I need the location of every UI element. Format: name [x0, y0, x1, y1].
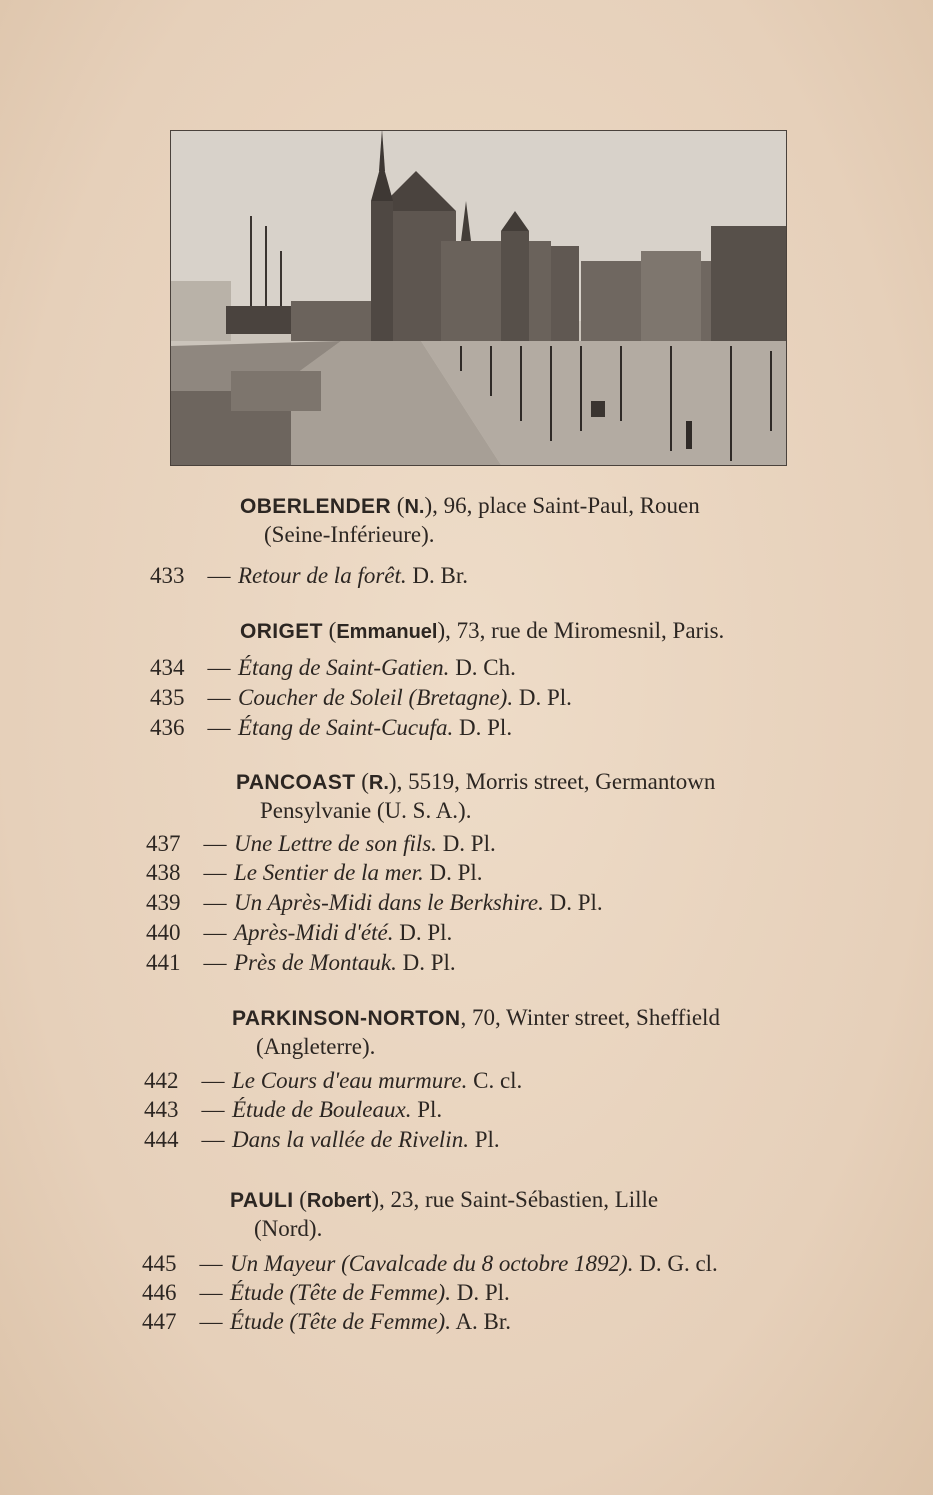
catalogue-entry [144, 1125, 500, 1154]
entry-medium: D. Pl. [393, 920, 453, 945]
entry-number: 446 [142, 1280, 177, 1305]
exhibitor-name: ORIGET [240, 620, 323, 643]
catalogue-entry [150, 713, 512, 742]
entry-medium: D. Pl. [543, 890, 603, 915]
entry-dash: — [199, 1309, 223, 1334]
entry-title: Un Mayeur (Cavalcade du 8 octobre 1892). [230, 1251, 634, 1276]
catalogue-entry [142, 1278, 510, 1307]
entry-number: 444 [144, 1127, 179, 1152]
catalogue-entry [150, 683, 572, 712]
catalogue-entry [142, 1307, 511, 1336]
entry-number: 442 [144, 1068, 179, 1093]
exhibitor-given-name: N. [404, 496, 425, 518]
exhibitor-address-cont: (Angleterre). [256, 1034, 376, 1059]
entry-number: 445 [142, 1251, 177, 1276]
entry-number: 435 [150, 685, 185, 710]
entry-title: Étude (Tête de Femme). [230, 1309, 451, 1334]
entry-number: 436 [150, 715, 185, 740]
entry-dash: — [201, 1127, 225, 1152]
entry-medium: D. Pl. [513, 685, 572, 710]
entry-number: 441 [146, 950, 181, 975]
exhibitor-parkinson-norton [232, 1004, 720, 1061]
exhibitor-address-cont: Pensylvanie (U. S. A.). [260, 798, 472, 823]
catalogue-entry [146, 948, 456, 977]
exhibitor-given-name: Robert [306, 1190, 372, 1212]
entry-dash: — [207, 715, 231, 740]
catalogue-entry [142, 1249, 718, 1278]
entry-title: Retour de la forêt. [238, 563, 407, 588]
entry-number: 437 [146, 831, 181, 856]
catalogue-entry [144, 1095, 442, 1124]
entry-title: Coucher de Soleil (Bretagne). [238, 685, 514, 710]
entry-number: 447 [142, 1309, 177, 1334]
entry-dash: — [207, 685, 231, 710]
exhibitor-address-cont: (Seine-Inférieure). [264, 522, 435, 547]
catalogue-entry [146, 888, 603, 917]
entry-dash: — [201, 1097, 225, 1122]
entry-dash: — [207, 655, 231, 680]
entry-title: Après-Midi d'été. [234, 920, 394, 945]
entry-medium: D. Pl. [453, 715, 513, 740]
exhibitor-oberlender: OBERLENDER (N.), 96, place Saint-Paul, Rouen (Seine-Inférieure). [240, 493, 700, 547]
entry-number: 434 [150, 655, 185, 680]
entry-title: Le Sentier de la mer. [234, 860, 424, 885]
entry-dash: — [203, 890, 227, 915]
entry-number: 439 [146, 890, 181, 915]
entry-title: Étude de Bouleaux. [232, 1097, 412, 1122]
exhibitor-name: PARKINSON-NORTON [232, 1007, 461, 1030]
entry-number: 440 [146, 920, 181, 945]
entry-title: Étude (Tête de Femme). [230, 1280, 451, 1305]
entry-title: Le Cours d'eau murmure. [232, 1068, 468, 1093]
exhibitor-address: , 70, Winter street, Sheffield [460, 1005, 720, 1030]
entry-medium: D. Pl. [450, 1280, 510, 1305]
catalogue-entry [150, 561, 468, 590]
entry-title: Dans la vallée de Rivelin. [232, 1127, 469, 1152]
photo-illustration [171, 131, 786, 465]
entry-title: Un Après-Midi dans le Berkshire. [234, 890, 544, 915]
entry-medium: D. Ch. [449, 655, 516, 680]
exhibitor-name: OBERLENDER [240, 495, 392, 518]
entry-medium: Pl. [411, 1097, 443, 1122]
exhibitor-origet: ORIGET (Emmanuel), 73, rue de Miromesnil, Paris. [240, 618, 725, 643]
entry-medium: D. Pl. [423, 860, 483, 885]
exhibitor-name: PAULI [230, 1189, 294, 1212]
entry-title: Une Lettre de son fils. [234, 831, 437, 856]
entry-title: Étang de Saint-Gatien. [238, 655, 450, 680]
exhibitor-address-cont: (Nord). [254, 1216, 323, 1241]
entry-dash: — [199, 1251, 223, 1276]
catalogue-entry [144, 1066, 522, 1095]
entry-medium: C. cl. [467, 1068, 523, 1093]
entry-dash: — [203, 860, 227, 885]
catalogue-entry [146, 918, 452, 947]
catalogue-entry [146, 829, 496, 858]
exhibitor-given-name: R. [368, 772, 389, 794]
exhibitor-address: , 96, place Saint-Paul, Rouen [432, 493, 700, 518]
entry-number: 438 [146, 860, 181, 885]
entry-dash: — [203, 831, 227, 856]
halftone-photo [170, 130, 787, 466]
entry-medium: D. Pl. [396, 950, 456, 975]
entry-dash: — [203, 920, 227, 945]
catalogue-entry [146, 858, 483, 887]
catalogue-entry [150, 653, 516, 682]
entry-title: Étang de Saint-Cucufa. [238, 715, 454, 740]
entry-medium: Pl. [468, 1127, 500, 1152]
entry-medium: D. G. cl. [633, 1251, 718, 1276]
entry-dash: — [207, 563, 231, 588]
entry-number: 433 [150, 563, 185, 588]
exhibitor-address: , 73, rue de Miromesnil, Paris. [445, 618, 725, 643]
entry-dash: — [199, 1280, 223, 1305]
entry-medium: D. Br. [406, 563, 468, 588]
entry-number: 443 [144, 1097, 179, 1122]
exhibitor-given-name: Emmanuel [336, 621, 438, 643]
exhibitor-pauli: PAULI (Robert), 23, rue Saint-Sébastien, Lille (Nord). [230, 1187, 659, 1241]
entry-dash: — [201, 1068, 225, 1093]
entry-medium: A. Br. [450, 1309, 512, 1334]
exhibitor-pancoast: PANCOAST (R.), 5519, Morris street, Germantown Pensylvanie (U. S. A.). [236, 769, 716, 823]
entry-title: Près de Montauk. [234, 950, 397, 975]
exhibitor-name: PANCOAST [236, 771, 356, 794]
entry-medium: D. Pl. [436, 831, 496, 856]
entry-dash: — [203, 950, 227, 975]
exhibitor-address: , 23, rue Saint-Sébastien, Lille [379, 1187, 659, 1212]
exhibitor-address: , 5519, Morris street, Germantown [396, 769, 716, 794]
